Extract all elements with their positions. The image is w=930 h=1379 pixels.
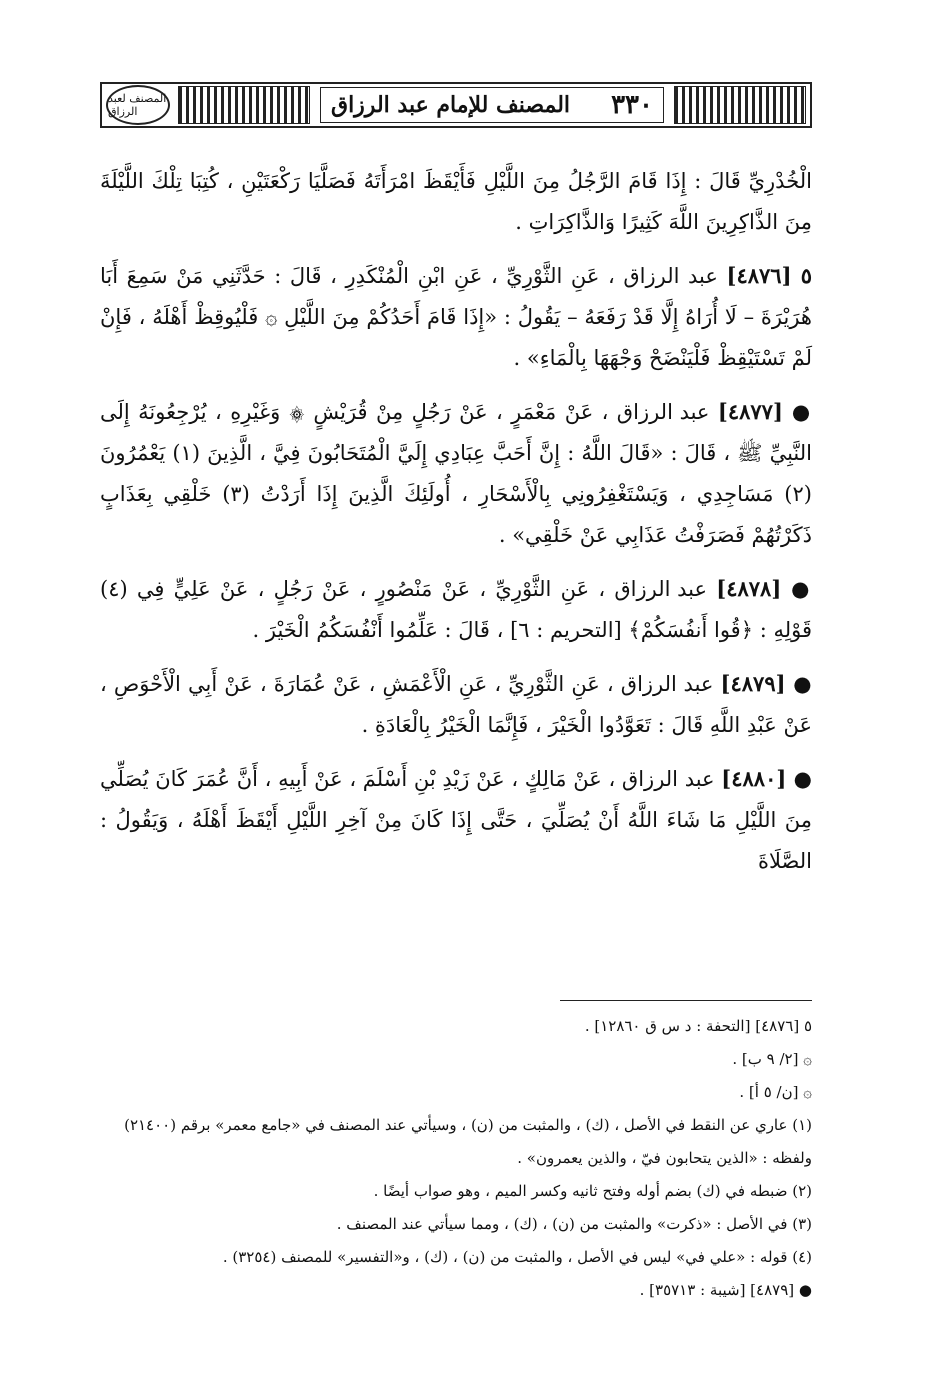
footnote: (٣) في الأصل : «ذكرت» والمثبت من (ن) ، (ك) ، ومما سيأتي عند المصنف . (336, 1215, 812, 1233)
paragraph-text: عبد الرزاق ، عَنْ مَالِكٍ ، عَنْ زَيْدِ بْنِ أَسْلَمَ ، عَنْ أَبِيهِ ، أَنَّ عُمَرَ كَانَ يُصَلِّي مِنَ اللَّيْلِ مَا شَاءَ اللَّهُ أَنْ يُصَلِّيَ ، حَتَّى إِذَا كَانَ مِنْ آخِرِ اللَّيْلِ أَيْقَظَ أَهْلَهُ ، وَيَقُولُ : الصَّلَاةَ (100, 767, 812, 873)
footnote: (١) عاري عن النقط في الأصل ، (ك) ، والمثبت من (ن) ، وسيأتي عند المصنف في «جامع معمر» برقم (٢١٤٠٠) ولفظه : «الذين يتحابون فيّ ، والذين يعمرون» . (124, 1116, 812, 1167)
paragraph (100, 255, 812, 379)
paragraph-text: عبد الرزاق ، عَنِ الثَّوْرِيِّ ، عَنِ الْأَعْمَشِ ، عَنْ عُمَارَةَ ، عَنْ أَبِي الْأَحْوَصِ ، عَنْ عَبْدِ اللَّهِ قَالَ : تَعَوَّدُوا الْخَيْرَ ، فَإِنَّمَا الْخَيْرُ بِالْعَادَةِ . (100, 672, 812, 737)
book-emblem-text: المصنف لعبد الرزاق (108, 92, 167, 118)
hadith-number: ● [٤٨٨٠] (721, 766, 812, 791)
page-number: ٣٣٠ (611, 90, 653, 120)
footnote-divider (560, 1000, 812, 1001)
book-emblem (106, 85, 170, 125)
hadith-number: ● [٤٨٧٨] (716, 576, 812, 601)
paragraph (100, 391, 812, 556)
header-ornament-right (674, 86, 806, 124)
page-header (100, 82, 812, 128)
main-text (100, 160, 812, 894)
paragraph (100, 568, 812, 651)
footnotes (100, 1010, 812, 1307)
footnote: (٢) ضبطه في (ك) بضم أوله وفتح ثانيه وكسر الميم ، وهو صواب أيضًا . (373, 1182, 812, 1200)
paragraph (100, 160, 812, 243)
hadith-number: ٥ [٤٨٧٦] (726, 263, 812, 288)
hadith-number: ● [٤٨٧٩] (720, 671, 812, 696)
footnote: ۞ [٢/ ٩ ب] . (732, 1050, 812, 1068)
footnote: (٤) قوله : «علي في» ليس في الأصل ، والمثبت من (ن) ، (ك) ، و«التفسير» للمصنف (٣٢٥٤) . (222, 1248, 812, 1266)
paragraph (100, 663, 812, 746)
hadith-number: ● [٤٨٧٧] (717, 399, 812, 424)
footnote: ٥ [٤٨٧٦] [التحفة : د س ق ١٢٨٦٠] . (584, 1017, 812, 1035)
paragraph-text: عبد الرزاق ، عَنِ الثَّوْرِيِّ ، عَنِ ابْنِ الْمُنْكَدِرِ ، قَالَ : حَدَّثَنِي مَنْ سَمِعَ أَبَا هُرَيْرَةَ – لَا أُرَاهُ إِلَّا قَدْ رَفَعَهُ – يَقُولُ : «إِذَا قَامَ أَحَدُكُمْ مِنَ اللَّيْلِ ۞ فَلْيُوقِظْ أَهْلَهُ ، فَإِنْ لَمْ تَسْتَيْقِظْ فَلْيَنْضَحْ وَجْهَهَا بِالْمَاءِ» . (100, 264, 812, 370)
header-ornament-left (178, 86, 310, 124)
footnote: ● [٤٨٧٩] [شيبة : ٣٥٧١٣] . (639, 1281, 812, 1299)
paragraph-text: الْخُدْرِيِّ قَالَ : إِذَا قَامَ الرَّجُلُ مِنَ اللَّيْلِ فَأَيْقَظَ امْرَأَتَهُ فَصَلَّيَا رَكْعَتَيْنِ ، كُتِبَا تِلْكَ اللَّيْلَةَ مِنَ الذَّاكِرِينَ اللَّهَ كَثِيرًا وَالذَّاكِرَاتِ . (100, 169, 812, 234)
header-center (320, 87, 664, 123)
running-title: المصنف للإمام عبد الرزاق (331, 92, 571, 118)
paragraph-text: عبد الرزاق ، عَنْ مَعْمَرٍ ، عَنْ رَجُلٍ مِنْ قُرَيْشٍ ۞ وَغَيْرِهِ ، يُرْجِعُونَهُ إِلَى النَّبِيِّ ﷺ ، قَالَ : «قَالَ اللَّهُ : إِنَّ أَحَبَّ عِبَادِي إِلَيَّ الْمُتَحَابُونَ فِيَّ ، الَّذِينَ (١) يَعْمُرُونَ (٢) مَسَاجِدِي ، وَيَسْتَغْفِرُونِي بِالْأَسْحَارِ ، أُولَئِكَ الَّذِينَ إِذَا أَرَدْتُ (٣) خَلْقِي بِعَذَابٍ ذَكَرْتُهُمْ فَصَرَفْتُ عَذَابِي عَنْ خَلْقِي» . (100, 400, 813, 547)
paragraph (100, 758, 812, 882)
paragraph-text: عبد الرزاق ، عَنِ الثَّوْرِيِّ ، عَنْ مَنْصُورٍ ، عَنْ رَجُلٍ ، عَنْ عَلِيٍّ فِي (٤) قَوْلِهِ : ﴿قُوا أَنفُسَكُمْ﴾ [التحريم : ٦] ، قَالَ : عَلِّمُوا أَنْفُسَكُمُ الْخَيْرَ . (100, 577, 812, 642)
footnote: ۞ [ن/ ٥ أ] . (739, 1083, 812, 1101)
